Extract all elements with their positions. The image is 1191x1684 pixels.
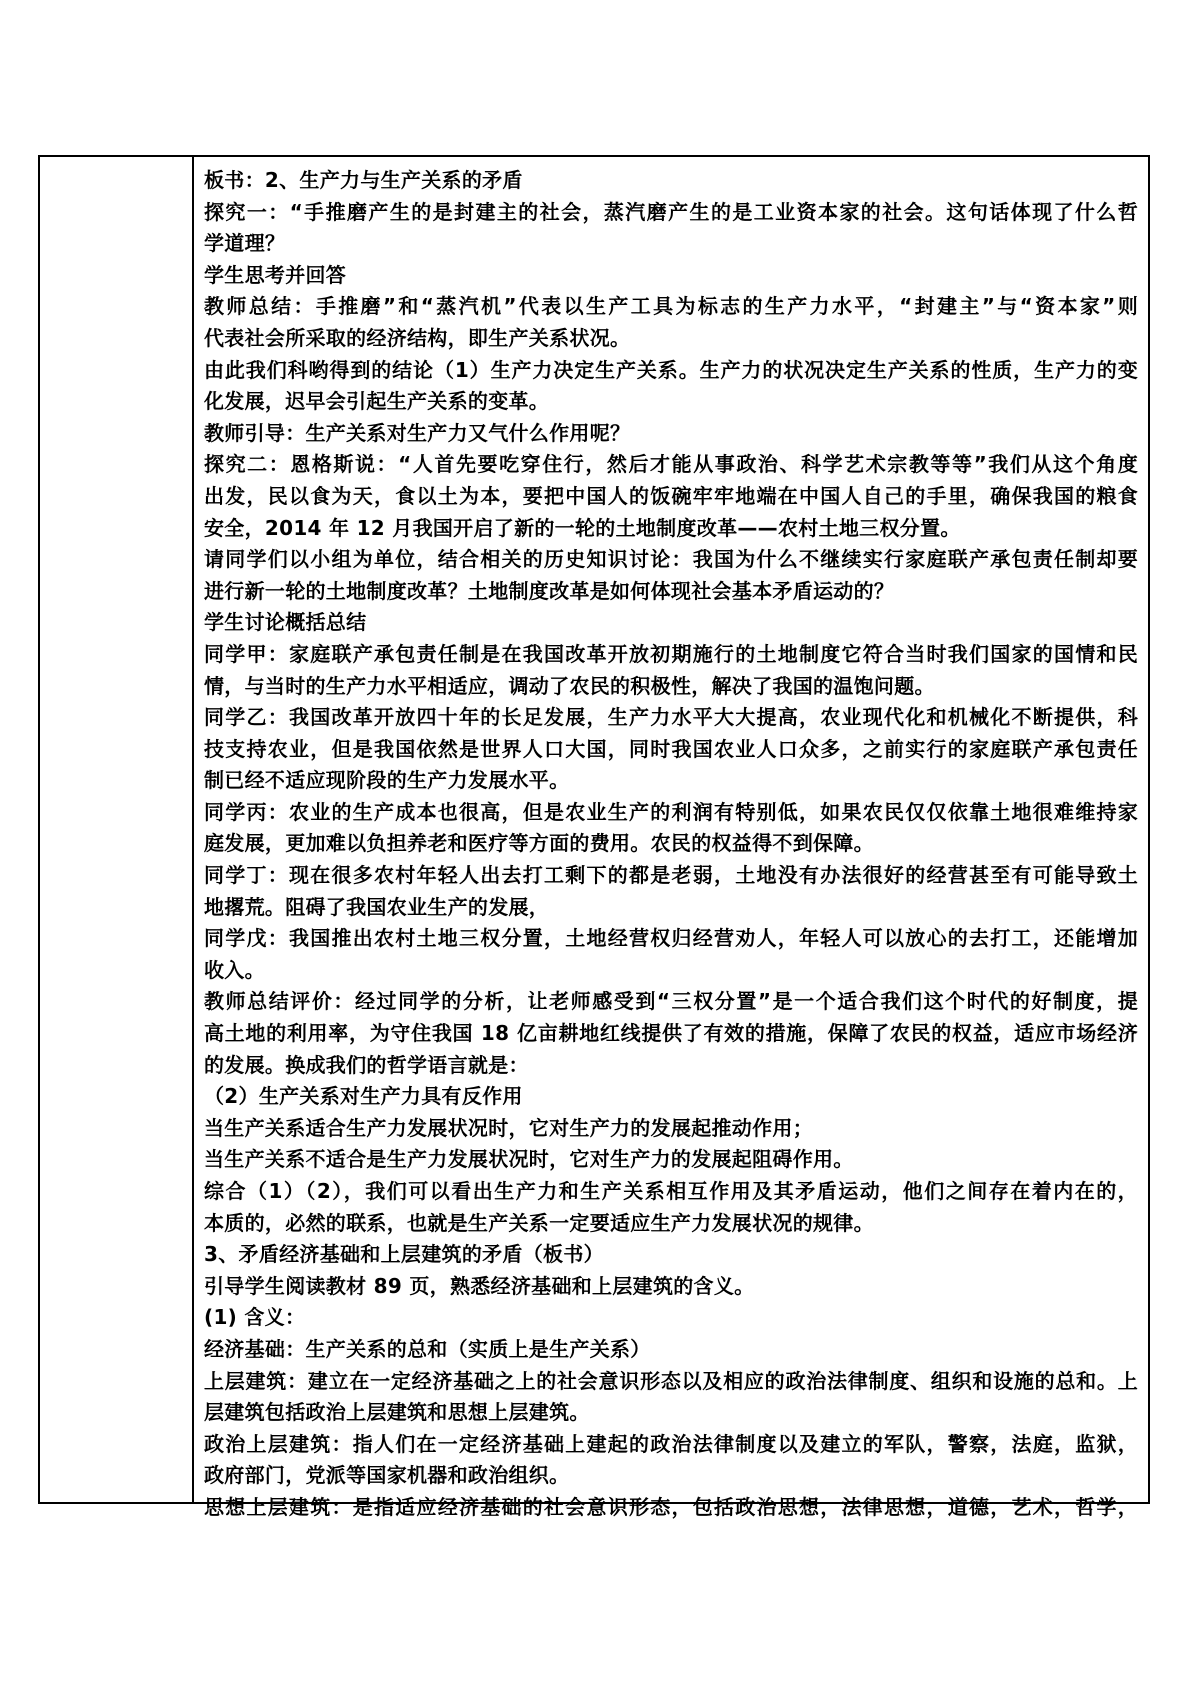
text-line: 收入。 — [204, 957, 265, 982]
text-line: 进行新一轮的土地制度改革？土地制度改革是如何体现社会基本矛盾运动的？ — [204, 578, 895, 603]
text-line: 情，与当时的生产力水平相适应，调动了农民的积极性，解决了我国的温饱问题。 — [204, 673, 935, 698]
text-line: 地撂荒。阻碍了我国农业生产的发展， — [204, 894, 550, 919]
text-line: 当生产关系不适合是生产力发展状况时，它对生产力的发展起阻碍作用。 — [204, 1147, 854, 1172]
text-line: 同学甲：家庭联产承包责任制是在我国改革开放初期施行的土地制度它符合当时我们国家的国情和民 — [204, 641, 1138, 666]
text-line: 引导学生阅读教材 89 页，熟悉经济基础和上层建筑的含义。 — [204, 1273, 755, 1298]
text-line: 上层建筑：建立在一定经济基础之上的社会意识形态以及相应的政治法律制度、组织和设施的总和。上 — [204, 1368, 1138, 1393]
text-line: 同学乙：我国改革开放四十年的长足发展，生产力水平大大提高，农业现代化和机械化不断提供，科 — [204, 705, 1138, 730]
text-line: 高土地的利用率，为守住我国 18 亿亩耕地红线提供了有效的措施，保障了农民的权益，适应市场经济 — [204, 1021, 1138, 1046]
text-line: 教师引导：生产关系对生产力又气什么作用呢？ — [204, 420, 631, 445]
text-line: 政治上层建筑：指人们在一定经济基础上建起的政治法律制度以及建立的军队，警察，法庭，监狱， — [204, 1431, 1138, 1456]
text-line: （2）生产关系对生产力具有反作用 — [204, 1084, 523, 1109]
text-line: 本质的，必然的联系，也就是生产关系一定要适应生产力发展状况的规律。 — [204, 1210, 874, 1235]
text-line: 探究一：“手推磨产生的是封建主的社会，蒸汽磨产生的是工业资本家的社会。这句话体现了什么哲 — [204, 199, 1138, 224]
text-line: 教师总结评价：经过同学的分析，让老师感受到“三权分置”是一个适合我们这个时代的好制度，提 — [204, 989, 1138, 1014]
text-line: 化发展，迟早会引起生产关系的变革。 — [204, 389, 550, 414]
text-line: 学生讨论概括总结 — [204, 610, 367, 635]
text-line: 教师总结：手推磨”和“蒸汽机”代表以生产工具为标志的生产力水平，“封建主”与“资本家”则 — [204, 294, 1138, 319]
lesson-table — [38, 155, 1150, 1519]
text-line: 制已经不适应现阶段的生产力发展水平。 — [204, 768, 570, 793]
text-line: 同学戊：我国推出农村土地三权分置，土地经营权归经营劝人，年轻人可以放心的去打工，还能增加 — [204, 926, 1138, 951]
text-line: 3、矛盾经济基础和上层建筑的矛盾（板书） — [204, 1242, 604, 1267]
text-line: 代表社会所采取的经济结构，即生产关系状况。 — [204, 325, 631, 350]
text-line: 层建筑包括政治上层建筑和思想上层建筑。 — [204, 1400, 590, 1425]
text-line: 板书：2、生产力与生产关系的矛盾 — [204, 168, 523, 192]
text-line: 综合（1）（2），我们可以看出生产力和生产关系相互作用及其矛盾运动，他们之间存在着内在的， — [204, 1179, 1138, 1203]
text-line: 学道理？ — [204, 231, 286, 256]
text-line: 经济基础：生产关系的总和（实质上是生产关系） — [204, 1336, 651, 1361]
text-line: 出发，民以食为天，食以土为本，要把中国人的饭碗牢牢地端在中国人自己的手里，确保我国的粮食 — [204, 483, 1138, 508]
text-line: 庭发展，更加难以负担养老和医疗等方面的费用。农民的权益得不到保障。 — [204, 831, 874, 856]
text-line: 同学丙：农业的生产成本也很高，但是农业生产的利润有特别低，如果农民仅仅依靠土地很难维持家 — [204, 799, 1138, 824]
text-line: 的发展。换成我们的哲学语言就是： — [204, 1052, 529, 1077]
text-line: 同学丁：现在很多农村年轻人出去打工剩下的都是老弱，土地没有办法很好的经营甚至有可能导致土 — [204, 863, 1138, 888]
content-cell — [194, 157, 1148, 1519]
text-line: (1) 含义： — [204, 1305, 306, 1330]
text-line: 探究二：恩格斯说：“人首先要吃穿住行，然后才能从事政治、科学艺术宗教等等”我们从这个角度 — [204, 452, 1138, 477]
text-line: 安全，2014 年 12 月我国开启了新的一轮的土地制度改革——农村土地三权分置。 — [204, 515, 961, 540]
text-line: 思想上层建筑：是指适应经济基础的社会意识形态，包括政治思想，法律思想，道德，艺术，哲学， — [204, 1494, 1138, 1519]
text-line: 请同学们以小组为单位，结合相关的历史知识讨论：我国为什么不继续实行家庭联产承包责任制却要 — [204, 547, 1138, 572]
text-line: 学生思考并回答 — [204, 262, 347, 287]
text-line: 当生产关系适合生产力发展状况时，它对生产力的发展起推动作用； — [204, 1115, 813, 1140]
text-line: 政府部门，党派等国家机器和政治组织。 — [204, 1463, 570, 1488]
left-column-cell — [40, 157, 194, 1502]
text-line: 技支持农业，但是我国依然是世界人口大国，同时我国农业人口众多，之前实行的家庭联产承包责任 — [204, 736, 1138, 761]
text-line: 由此我们科哟得到的结论（1）生产力决定生产关系。生产力的状况决定生产关系的性质，生产力的变 — [204, 357, 1138, 382]
